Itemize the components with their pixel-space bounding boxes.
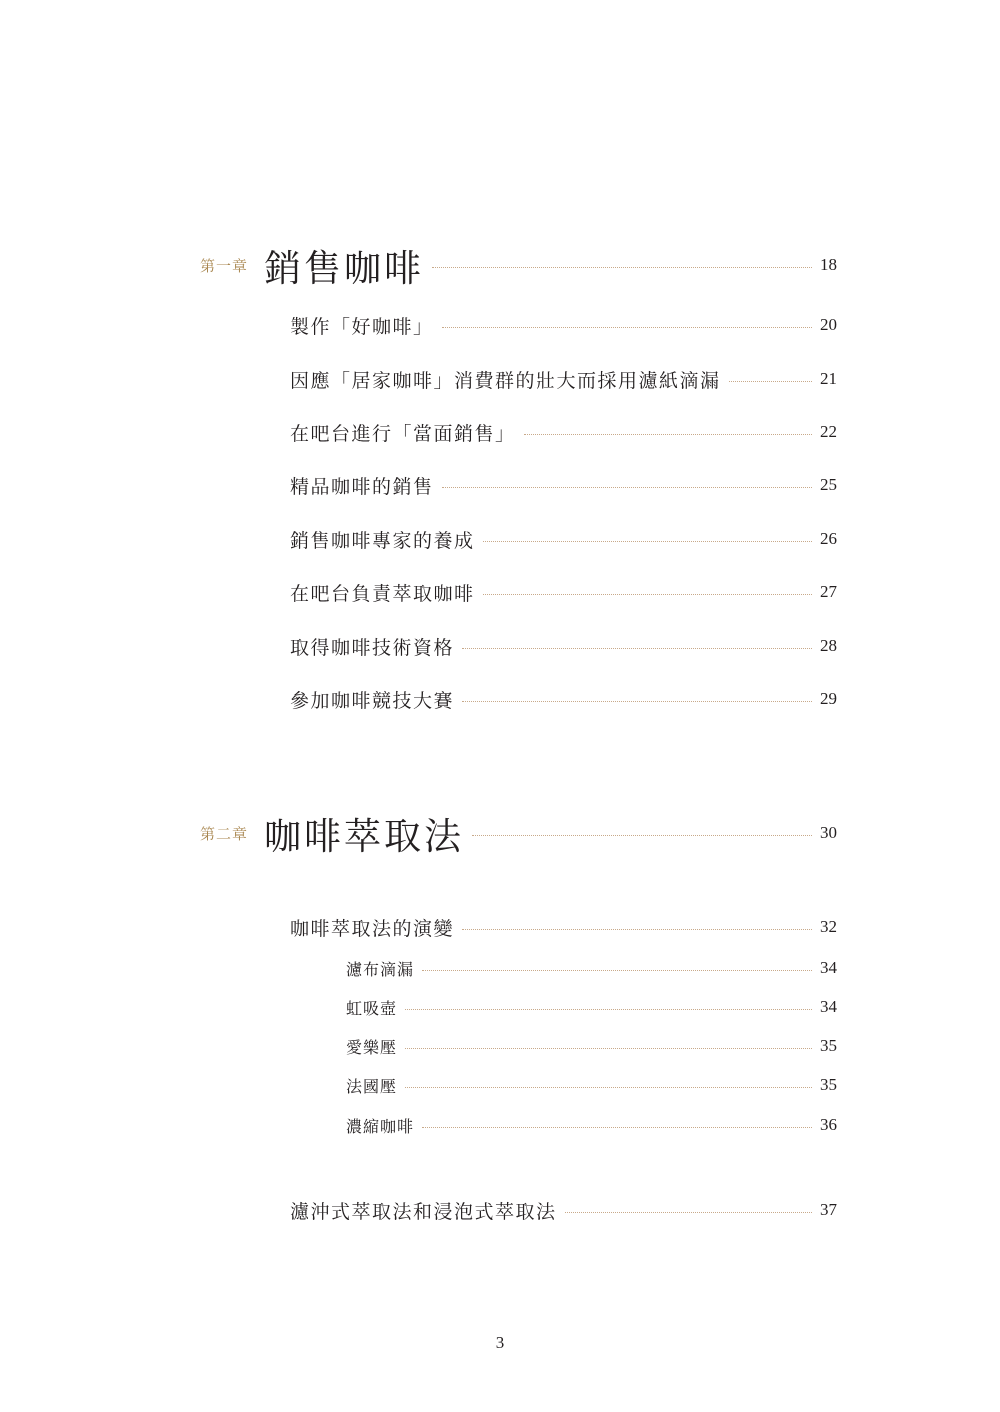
page-number: 34	[820, 958, 837, 977]
page-number: 30	[820, 823, 837, 842]
entry-title: 取得咖啡技術資格	[290, 636, 455, 659]
page-number: 32	[820, 917, 837, 936]
toc-entry[interactable]	[290, 417, 837, 447]
entry-title: 在吧台負責萃取咖啡	[290, 582, 475, 605]
page-number: 25	[820, 475, 837, 494]
entry-title: 製作「好咖啡」	[290, 315, 434, 338]
entry-title: 濾沖式萃取法和浸泡式萃取法	[290, 1200, 557, 1223]
page-number: 21	[820, 369, 837, 388]
page-number: 37	[820, 1200, 837, 1219]
toc-subentry[interactable]	[346, 1072, 837, 1098]
page-number: 26	[820, 529, 837, 548]
page-number: 18	[820, 255, 837, 274]
entry-title: 精品咖啡的銷售	[290, 475, 434, 498]
entry-title: 銷售咖啡專家的養成	[290, 529, 475, 552]
page-number: 34	[820, 997, 837, 1016]
toc-entry[interactable]	[290, 1195, 837, 1225]
entry-title: 虹吸壺	[346, 998, 398, 1018]
entry-title: 濃縮咖啡	[346, 1116, 415, 1136]
page-number: 36	[820, 1115, 837, 1134]
dotted-leader	[405, 1048, 812, 1049]
entry-title: 濾布滴漏	[346, 959, 415, 979]
entry-title: 咖啡萃取法的演變	[290, 917, 455, 940]
entry-title: 因應「居家咖啡」消費群的壯大而採用濾紙滴漏	[290, 369, 721, 392]
entry-title: 在吧台進行「當面銷售」	[290, 422, 516, 445]
toc-entry[interactable]	[290, 524, 837, 554]
toc-chapter-1[interactable]	[200, 240, 837, 290]
chapter-title: 銷售咖啡	[264, 247, 425, 290]
toc-entry[interactable]	[290, 364, 837, 394]
dotted-leader	[442, 487, 812, 488]
toc-entry[interactable]	[290, 631, 837, 661]
toc-subentry[interactable]	[346, 1033, 837, 1059]
page-number: 27	[820, 582, 837, 601]
toc-subentry[interactable]	[346, 955, 837, 981]
dotted-leader	[729, 381, 812, 382]
toc-chapter-2[interactable]	[200, 808, 837, 858]
toc-entry[interactable]	[290, 684, 837, 714]
dotted-leader	[405, 1087, 812, 1088]
dotted-leader	[483, 541, 812, 542]
dotted-leader	[462, 648, 812, 649]
entry-title: 法國壓	[346, 1076, 398, 1096]
dotted-leader	[442, 327, 812, 328]
chapter-title: 咖啡萃取法	[264, 815, 465, 858]
dotted-leader	[462, 701, 812, 702]
dotted-leader	[483, 594, 812, 595]
page-number: 20	[820, 315, 837, 334]
toc-subentry[interactable]	[346, 1112, 837, 1138]
page-number: 28	[820, 636, 837, 655]
toc-subentry[interactable]	[346, 994, 837, 1020]
dotted-leader	[462, 929, 812, 930]
dotted-leader	[422, 1127, 812, 1128]
toc-entry[interactable]	[290, 310, 837, 340]
entry-title: 參加咖啡競技大賽	[290, 689, 455, 712]
page-number: 35	[820, 1036, 837, 1055]
dotted-leader	[405, 1009, 812, 1010]
toc-entry[interactable]	[290, 470, 837, 500]
dotted-leader	[472, 835, 812, 836]
entry-title: 愛樂壓	[346, 1037, 398, 1057]
page-number: 35	[820, 1075, 837, 1094]
page-folio: 3	[495, 1333, 505, 1352]
dotted-leader	[432, 267, 812, 268]
page-number: 29	[820, 689, 837, 708]
dotted-leader	[565, 1212, 812, 1213]
page-number: 22	[820, 422, 837, 441]
chapter-label: 第二章	[200, 824, 249, 843]
dotted-leader	[422, 970, 812, 971]
toc-entry[interactable]	[290, 577, 837, 607]
chapter-label: 第一章	[200, 256, 249, 275]
toc-entry[interactable]	[290, 912, 837, 942]
dotted-leader	[524, 434, 812, 435]
